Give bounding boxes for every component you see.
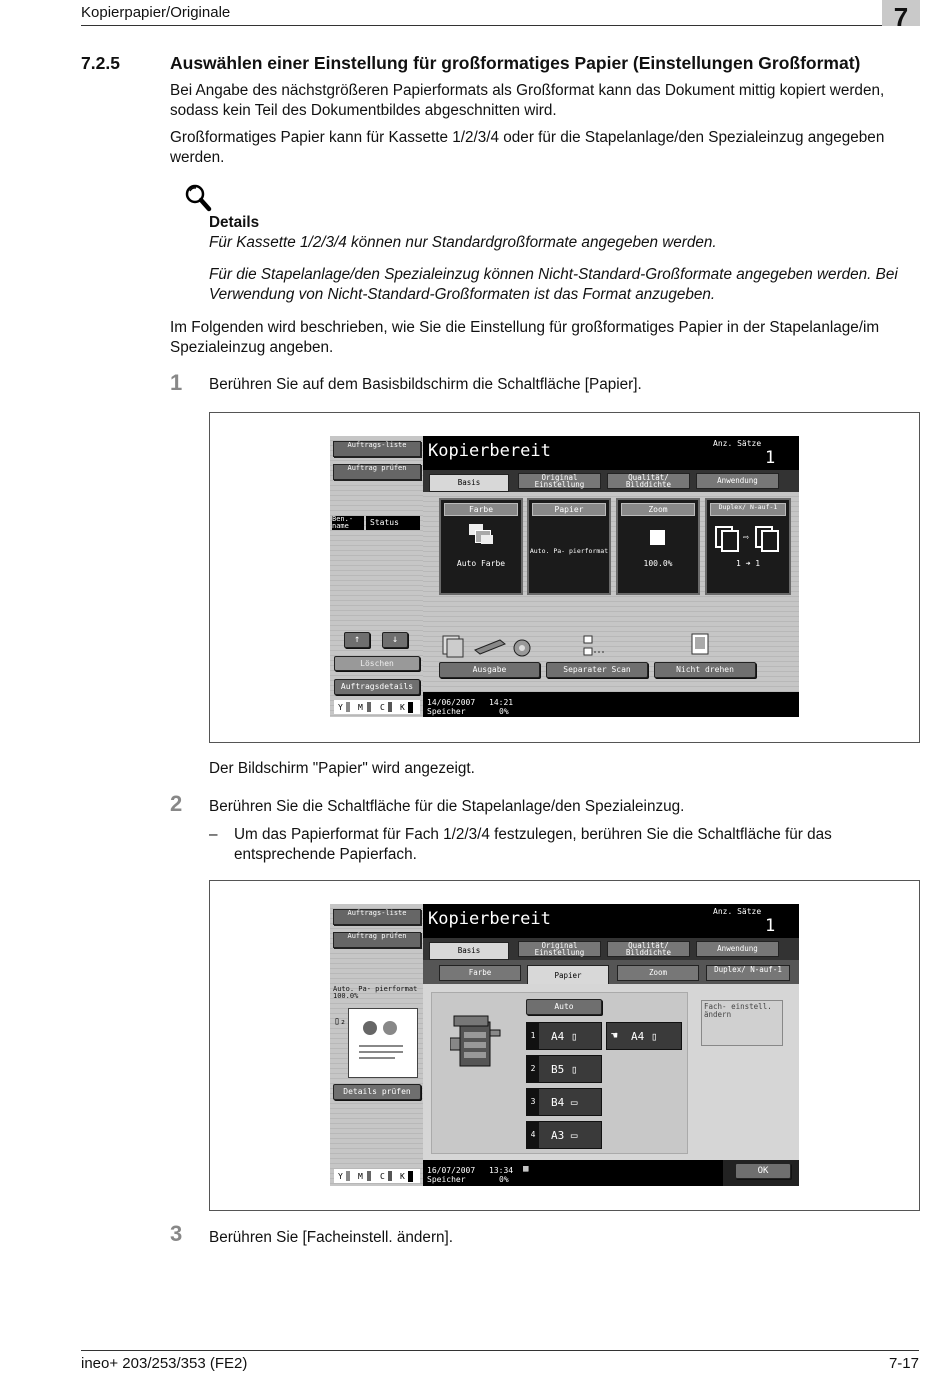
details-text: Für die Stapelanlage/den Spezialeinzug können Nicht-Standard-Großformate angegeben werden. Bei Verwendung von Nicht-Standard-Großformaten ist das Format anzugeben. bbox=[209, 266, 898, 303]
tab-application[interactable]: Anwendung bbox=[696, 941, 779, 957]
sub-bullet: – bbox=[209, 826, 218, 843]
finisher-icon bbox=[440, 634, 540, 660]
section-number: 7.2.5 bbox=[81, 53, 120, 73]
sub-step-text: Um das Papierformat für Fach 1/2/3/4 festzulegen, berühren Sie die Schaltfläche für das entsprechende Papierfach. bbox=[234, 826, 832, 863]
tray-1-button[interactable]: 1 A4 ▯ bbox=[526, 1022, 602, 1050]
column-name: Ben.-name bbox=[332, 516, 364, 530]
bypass-tray-button[interactable]: ☚ A4 ▯ bbox=[606, 1022, 682, 1050]
subtab-zoom[interactable]: Zoom bbox=[617, 965, 699, 981]
output-button[interactable]: Ausgabe bbox=[439, 662, 540, 678]
bottom-bar bbox=[423, 692, 799, 717]
details-text: Für Kassette 1/2/3/4 können nur Standardgroßformate angegeben werden. bbox=[209, 234, 717, 251]
date: 14/06/2007 bbox=[427, 698, 476, 707]
step-text: Berühren Sie auf dem Basisbildschirm die Schaltfläche [Papier]. bbox=[209, 376, 642, 393]
copies-count: 1 bbox=[765, 916, 776, 936]
chapter-number: 7 bbox=[893, 2, 909, 32]
color-tile[interactable]: Farbe Auto Farbe bbox=[439, 498, 523, 595]
step-number: 1 bbox=[170, 370, 183, 395]
details-label: Details bbox=[209, 214, 260, 231]
tab-basic[interactable]: Basis bbox=[429, 942, 509, 960]
footer-rule bbox=[81, 1350, 919, 1351]
memory-label: Speicher bbox=[427, 1175, 466, 1184]
time: 14:21 bbox=[489, 698, 514, 707]
job-list-button[interactable]: Auftrags-liste bbox=[333, 909, 421, 925]
memory-value: 0% bbox=[499, 1175, 509, 1184]
header-rule bbox=[81, 25, 919, 26]
paragraph: Im Folgenden wird beschrieben, wie Sie die Einstellung für großformatiges Papier in der Stapelanlage/im Spezialeinzug angeben. bbox=[170, 319, 880, 356]
tab-basic[interactable]: Basis bbox=[429, 474, 509, 492]
check-job-button[interactable]: Auftrag prüfen bbox=[333, 464, 421, 480]
subtab-color[interactable]: Farbe bbox=[439, 965, 521, 981]
memory-value: 0% bbox=[499, 707, 509, 716]
date: 16/07/2007 bbox=[427, 1166, 476, 1175]
arrow-up-icon[interactable]: ↑ bbox=[344, 632, 370, 648]
copies-label: Anz. Sätze bbox=[713, 907, 762, 916]
copies-count: 1 bbox=[765, 448, 776, 468]
tray-3-button[interactable]: 3 B4 ▭ bbox=[526, 1088, 602, 1116]
zoom-icon bbox=[650, 530, 665, 545]
page-number: 7-17 bbox=[888, 1355, 919, 1372]
paragraph: Großformatiges Papier kann für Kassette 1/2/3/4 oder für die Stapelanlage/den Spezialeinzug angegeben werden. bbox=[170, 129, 885, 166]
tab-quality-density[interactable]: Qualität/ Bilddichte bbox=[607, 473, 690, 489]
delete-button[interactable]: Löschen bbox=[334, 656, 420, 671]
tab-quality-density[interactable]: Qualität/ Bilddichte bbox=[607, 941, 690, 957]
arrow-down-icon[interactable]: ↓ bbox=[382, 632, 408, 648]
ok-button[interactable]: OK bbox=[735, 1163, 791, 1179]
paragraph: Bei Angabe des nächstgrößeren Papierformats als Großformat kann das Dokument mittig kopiert werden, sodass kein Teil des Dokumentbildes abgeschnitten wird. bbox=[170, 82, 885, 119]
time: 13:34 bbox=[489, 1166, 514, 1175]
details-check-button[interactable]: Details prüfen bbox=[333, 1084, 421, 1100]
check-job-button[interactable]: Auftrag prüfen bbox=[333, 932, 421, 948]
toner-indicator: Y M C K bbox=[334, 700, 420, 714]
document-preview bbox=[348, 1008, 418, 1078]
tray-4-button[interactable]: 4 A3 ▭ bbox=[526, 1121, 602, 1149]
magnifier-icon bbox=[183, 182, 213, 212]
subtab-paper[interactable]: Papier bbox=[527, 965, 609, 986]
hand-icon: ☚ bbox=[611, 1029, 618, 1042]
memory-label: Speicher bbox=[427, 707, 466, 716]
copier-screen-paper bbox=[330, 904, 799, 1186]
status-bar bbox=[423, 436, 799, 470]
zoom-tile[interactable]: Zoom 100.0% bbox=[616, 498, 700, 595]
original-icon: ▯₂ bbox=[334, 1016, 347, 1027]
toner-indicator: Y M C K bbox=[334, 1169, 420, 1183]
copier-screen-basic bbox=[330, 436, 799, 717]
color-icon bbox=[467, 522, 495, 546]
step-text: Berühren Sie die Schaltfläche für die Stapelanlage/den Spezialeinzug. bbox=[209, 798, 685, 815]
step-text: Berühren Sie [Facheinstell. ändern]. bbox=[209, 1229, 454, 1246]
separate-scan-button[interactable]: Separater Scan bbox=[546, 662, 648, 678]
tab-original-settings[interactable]: Original Einstellung bbox=[518, 941, 601, 957]
footer-model: ineo+ 203/253/353 (FE2) bbox=[81, 1355, 248, 1372]
tray-2-button[interactable]: 2 B5 ▯ bbox=[526, 1055, 602, 1083]
separate-scan-icon bbox=[580, 634, 610, 660]
status-bar bbox=[423, 904, 799, 938]
auto-paper-button[interactable]: Auto bbox=[526, 999, 602, 1015]
tab-original-settings[interactable]: Original Einstellung bbox=[518, 473, 601, 489]
no-rotate-icon bbox=[690, 632, 714, 658]
column-status: Status bbox=[366, 516, 420, 530]
status-text: Kopierbereit bbox=[428, 909, 551, 929]
paper-tile[interactable]: Papier Auto. Pa- pierformat bbox=[527, 498, 611, 595]
scanner-icon: ▦ bbox=[523, 1164, 529, 1174]
tab-application[interactable]: Anwendung bbox=[696, 473, 779, 489]
copier-machine-icon bbox=[450, 1012, 502, 1070]
no-rotate-button[interactable]: Nicht drehen bbox=[654, 662, 756, 678]
job-details-button[interactable]: Auftragsdetails bbox=[334, 679, 420, 695]
step-number: 3 bbox=[170, 1221, 183, 1246]
tray-settings-change-button[interactable]: Fach- einstell. ändern bbox=[701, 1000, 783, 1046]
duplex-tile[interactable]: Duplex/ N-auf-1 ⇨ 1 ➜ 1 bbox=[705, 498, 791, 595]
copies-label: Anz. Sätze bbox=[713, 439, 762, 448]
step-result: Der Bildschirm "Papier" wird angezeigt. bbox=[209, 760, 475, 777]
subtab-duplex[interactable]: Duplex/ N-auf-1 bbox=[706, 965, 790, 981]
running-header: Kopierpapier/Originale bbox=[81, 4, 231, 21]
job-list-button[interactable]: Auftrags-liste bbox=[333, 441, 421, 457]
status-text: Kopierbereit bbox=[428, 441, 551, 461]
section-title: Auswählen einer Einstellung für großformatiges Papier (Einstellungen Großformat) bbox=[170, 53, 861, 73]
preview-info: Auto. Pa- pierformat 100.0% bbox=[333, 985, 418, 1000]
step-number: 2 bbox=[170, 791, 183, 816]
duplex-icon: ⇨ bbox=[715, 524, 781, 550]
